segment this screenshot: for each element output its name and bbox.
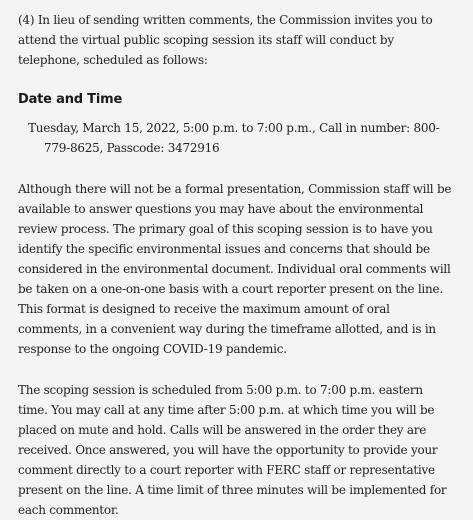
- schedule-details-paragraph: The scoping session is scheduled from 5:00 p.m. to 7:00 p.m. eastern time. You may call at any time after 5:00 p.m. at which time you will be placed on mute and hold. Calls will be answered in the order they are received. Once answered, you will have the opportunity to provide your comment directly to a court reporter with FERC staff or representative present on the line. A time limit of three minutes will be implemented for each commentor.: [18, 383, 447, 517]
- date-time-details: Tuesday, March 15, 2022, 5:00 p.m. to 7:00 p.m., Call in number: 800-779-8625, Passcode: 3472916: [28, 121, 440, 155]
- intro-paragraph: (4) In lieu of sending written comments, the Commission invites you to attend the virtual public scoping session its staff will conduct by telephone, scheduled as follows:: [18, 13, 433, 67]
- session-description-paragraph: Although there will not be a formal presentation, Commission staff will be available to answer questions you may have about the environmental review process. The primary goal of this scoping session is to have you identify the specific environmental issues and concerns that should be considered in the environmental document. Individual oral comments will be taken on a one-on-one basis with a court reporter present on the line. This format is designed to receive the maximum amount of oral comments, in a convenient way during the timeframe allotted, and is in response to the ongoing COVID-19 pandemic.: [18, 182, 452, 356]
- section-heading-date-and-time: Date and Time: [18, 92, 123, 107]
